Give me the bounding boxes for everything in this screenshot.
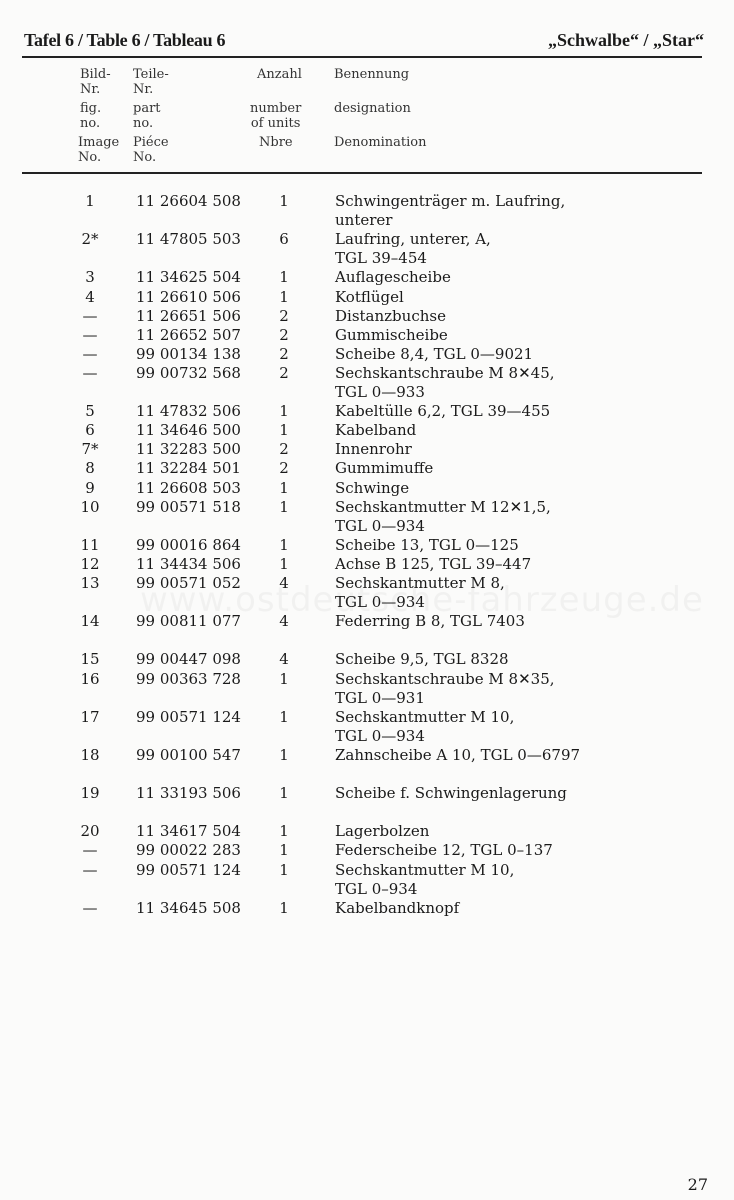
designation-line: unterer xyxy=(335,211,393,229)
fig-number: — xyxy=(82,860,98,879)
quantity: 4 xyxy=(279,650,289,669)
designation xyxy=(335,822,635,841)
part-number: 99 00134 138 xyxy=(136,344,241,363)
quantity: 1 xyxy=(279,841,289,860)
part-number: 11 32284 501 xyxy=(136,459,241,478)
designation xyxy=(335,841,635,860)
designation-line: Kabeltülle 6,2, TGL 39—455 xyxy=(335,402,551,421)
quantity: 2 xyxy=(279,440,289,459)
part-number: 99 00571 124 xyxy=(136,707,241,726)
header-qty-fr: Nbre xyxy=(259,135,293,150)
header-fig-de: Bild- Nr. xyxy=(80,67,111,97)
part-number: 11 32283 500 xyxy=(136,440,241,459)
page-title: Tafel 6 / Table 6 / Tableau 6 xyxy=(24,30,226,50)
designation-line: Sechskantschraube M 8✕35, xyxy=(335,669,555,688)
designation-line: Sechskantschraube M 8✕45, xyxy=(335,363,555,382)
designation-line: TGL 0—934 xyxy=(335,593,425,611)
designation-line: TGL 0–934 xyxy=(335,879,418,898)
part-number: 11 34434 506 xyxy=(136,554,241,573)
quantity: 1 xyxy=(279,535,289,554)
header-desc-en: designation xyxy=(334,101,411,116)
designation-line: TGL 0—934 xyxy=(335,726,425,745)
designation xyxy=(335,612,635,631)
header-desc-fr: Denomination xyxy=(334,135,427,150)
fig-number: 13 xyxy=(80,574,100,592)
designation-line: Kabelband xyxy=(335,421,417,440)
designation-line: TGL 0—931 xyxy=(335,688,425,707)
quantity: 1 xyxy=(279,784,289,803)
fig-number: 18 xyxy=(80,745,100,764)
designation xyxy=(335,230,635,268)
quantity: 1 xyxy=(279,860,289,879)
fig-number: — xyxy=(82,306,98,325)
designation-line: Zahnscheibe A 10, TGL 0—6797 xyxy=(335,745,581,764)
designation-line: Laufring, unterer, A, xyxy=(335,230,491,249)
designation-line: Schwinge xyxy=(335,478,410,497)
quantity: 1 xyxy=(279,669,289,688)
part-number: 11 26652 507 xyxy=(136,325,241,344)
header-part-fr: Piéce No. xyxy=(133,135,169,165)
designation-line: Sechskantmutter M 8, xyxy=(335,574,505,592)
part-number: 99 00022 283 xyxy=(136,841,241,860)
part-number: 11 34625 504 xyxy=(136,268,241,287)
fig-number: 4 xyxy=(85,287,95,306)
quantity: 4 xyxy=(279,574,289,592)
part-number: 99 00447 098 xyxy=(136,650,241,669)
designation-line: Scheibe 8,4, TGL 0—9021 xyxy=(335,344,534,363)
fig-number: — xyxy=(82,841,98,860)
designation xyxy=(335,536,635,555)
designation-line: Kabelbandknopf xyxy=(335,898,460,917)
designation xyxy=(335,326,635,345)
designation-line: Auflagescheibe xyxy=(335,268,451,287)
fig-number: 19 xyxy=(80,784,100,803)
header-fig-en: fig. no. xyxy=(80,101,102,131)
quantity: 1 xyxy=(279,402,289,421)
quantity: 1 xyxy=(279,287,289,306)
header-qty-en: number of units xyxy=(250,101,302,131)
designation-line: TGL 0—933 xyxy=(335,382,425,401)
quantity: 1 xyxy=(279,554,289,573)
quantity: 1 xyxy=(279,421,289,440)
designation xyxy=(335,421,635,440)
designation xyxy=(335,708,635,746)
designation xyxy=(335,402,635,421)
designation-line: Sechskantmutter M 12✕1,5, xyxy=(335,497,551,516)
part-number: 11 34646 500 xyxy=(136,421,241,440)
part-number: 11 33193 506 xyxy=(136,784,241,803)
designation xyxy=(335,345,635,364)
designation-line: TGL 0—934 xyxy=(335,516,425,535)
fig-number: 7* xyxy=(81,440,99,459)
designation-line: Achse B 125, TGL 39–447 xyxy=(335,554,532,573)
designation xyxy=(335,670,635,708)
designation-line: Sechskantmutter M 10, xyxy=(335,860,515,879)
quantity: 1 xyxy=(279,268,289,287)
quantity: 1 xyxy=(279,707,289,726)
quantity: 2 xyxy=(279,344,289,363)
page-number: 27 xyxy=(687,1175,708,1194)
part-number: 99 00571 124 xyxy=(136,860,241,879)
fig-number: — xyxy=(82,344,98,363)
header-part-de: Teile- Nr. xyxy=(133,67,169,97)
designation xyxy=(335,307,635,326)
quantity: 1 xyxy=(279,822,289,841)
designation-line: Scheibe f. Schwingenlagerung xyxy=(335,784,567,803)
part-number: 99 00100 547 xyxy=(136,745,241,764)
fig-number: 5 xyxy=(85,402,95,421)
fig-number: 8 xyxy=(85,459,95,478)
quantity: 2 xyxy=(279,363,289,382)
model-names: „Schwalbe“ / „Star“ xyxy=(547,30,704,50)
designation xyxy=(335,479,635,498)
fig-number: 14 xyxy=(80,612,100,631)
designation xyxy=(335,784,635,803)
part-number: 99 00363 728 xyxy=(136,669,241,688)
fig-number: 15 xyxy=(80,650,100,669)
part-number: 99 00571 518 xyxy=(136,497,241,516)
part-number: 11 47805 503 xyxy=(136,230,241,249)
part-number: 11 34645 508 xyxy=(136,898,241,917)
fig-number: 2* xyxy=(81,230,99,249)
part-number: 11 26608 503 xyxy=(136,478,241,497)
designation-line: Lagerbolzen xyxy=(335,822,430,841)
fig-number: 9 xyxy=(85,478,95,497)
quantity: 2 xyxy=(279,306,289,325)
quantity: 4 xyxy=(279,612,289,631)
designation xyxy=(335,861,635,899)
part-number: 99 00732 568 xyxy=(136,363,241,382)
quantity: 1 xyxy=(279,898,289,917)
designation xyxy=(335,498,635,536)
header-desc-de: Benennung xyxy=(334,67,410,82)
header-qty-de: Anzahl xyxy=(257,67,302,82)
fig-number: — xyxy=(82,363,98,382)
quantity: 1 xyxy=(279,192,289,210)
designation-line: Distanzbuchse xyxy=(335,306,446,325)
fig-number: 3 xyxy=(85,268,95,287)
fig-number: 6 xyxy=(85,421,95,440)
designation-line: Scheibe 13, TGL 0—125 xyxy=(335,535,519,554)
designation xyxy=(335,288,635,307)
quantity: 6 xyxy=(279,230,289,249)
designation-line: Federring B 8, TGL 7403 xyxy=(335,612,525,631)
designation xyxy=(335,459,635,478)
designation-line: Schwingenträger m. Laufring, xyxy=(335,192,566,210)
designation xyxy=(335,899,635,918)
designation-line: Sechskantmutter M 10, xyxy=(335,707,515,726)
designation xyxy=(335,268,635,287)
designation xyxy=(335,192,635,230)
quantity: 1 xyxy=(279,497,289,516)
designation xyxy=(335,440,635,459)
designation xyxy=(335,364,635,402)
designation xyxy=(335,746,635,765)
designation-line: Scheibe 9,5, TGL 8328 xyxy=(335,650,509,669)
designation-line: TGL 39–454 xyxy=(335,249,427,268)
quantity: 1 xyxy=(279,745,289,764)
fig-number: — xyxy=(82,898,98,917)
fig-number: 10 xyxy=(80,497,100,516)
fig-number: 16 xyxy=(80,669,100,688)
designation-line: Gummischeibe xyxy=(335,325,448,344)
part-number: 11 26610 506 xyxy=(136,287,241,306)
fig-number: 1 xyxy=(85,192,95,210)
quantity: 1 xyxy=(279,478,289,497)
designation-line: Kotflügel xyxy=(335,287,404,306)
fig-number: 20 xyxy=(80,822,100,841)
part-number: 11 34617 504 xyxy=(136,822,241,841)
fig-number: 12 xyxy=(80,554,100,573)
designation xyxy=(335,650,635,669)
part-number: 11 26651 506 xyxy=(136,306,241,325)
designation xyxy=(335,574,635,612)
fig-number: — xyxy=(82,325,98,344)
designation-line: Innenrohr xyxy=(335,440,412,459)
part-number: 99 00571 052 xyxy=(136,574,241,592)
part-number: 99 00811 077 xyxy=(136,612,241,631)
fig-number: 11 xyxy=(80,535,100,554)
quantity: 2 xyxy=(279,325,289,344)
part-number: 11 47832 506 xyxy=(136,402,241,421)
designation xyxy=(335,555,635,574)
designation-line: Gummimuffe xyxy=(335,459,434,478)
header-part-en: part no. xyxy=(133,101,161,131)
part-number: 99 00016 864 xyxy=(136,535,241,554)
designation-line: Federscheibe 12, TGL 0–137 xyxy=(335,841,553,860)
part-number: 11 26604 508 xyxy=(136,192,241,210)
header-fig-fr: Image No. xyxy=(78,135,120,165)
quantity: 2 xyxy=(279,459,289,478)
fig-number: 17 xyxy=(80,707,100,726)
